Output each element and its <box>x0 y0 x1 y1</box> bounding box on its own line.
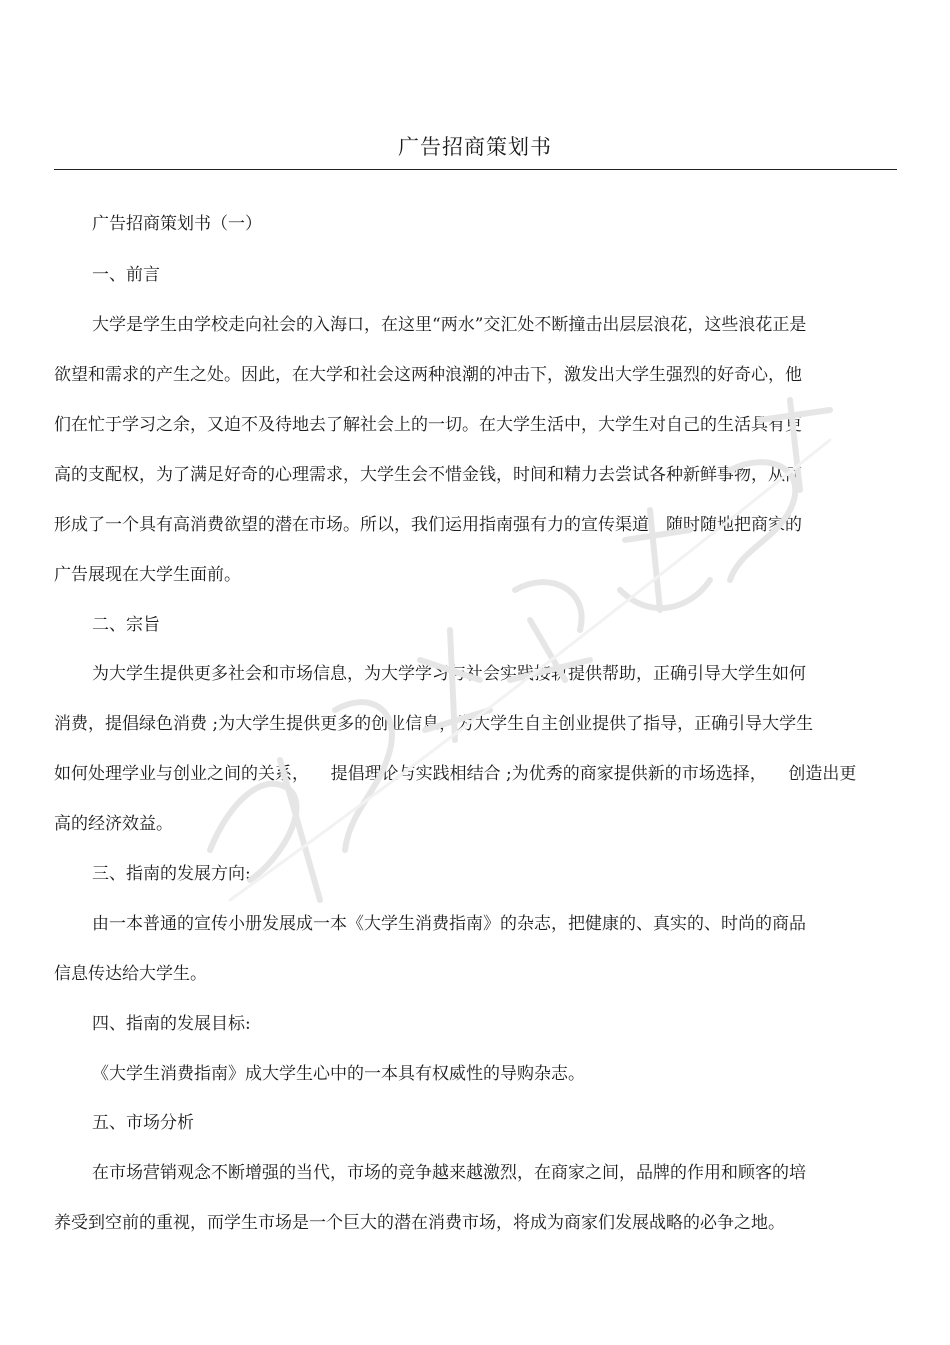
paragraph-line: 在市场营销观念不断增强的当代，市场的竞争越来越激烈，在商家之间，品牌的作用和顾客的培 <box>92 1163 806 1183</box>
paragraph-line: 如何处理学业与创业之间的关系， 提倡理论与实践相结合 ;为优秀的商家提供新的市场选择， 创造出更 <box>54 764 857 784</box>
paragraph-line: 广告展现在大学生面前。 <box>54 565 241 585</box>
paragraph-line: 养受到空前的重视，而学生市场是一个巨大的潜在消费市场，将成为商家们发展战略的必争之地。 <box>54 1213 785 1233</box>
paragraph-line: 大学是学生由学校走向社会的入海口，在这里“两水”交汇处不断撞击出层层浪花，这些浪花正是 <box>92 315 807 335</box>
section-heading: 五、市场分析 <box>92 1113 194 1133</box>
paragraph-line: 欲望和需求的产生之处。因此，在大学和社会这两种浪潮的冲击下，激发出大学生强烈的好奇心，他 <box>54 365 802 385</box>
paragraph-line: 消费，提倡绿色消费 ;为大学生提供更多的创业信息，为大学生自主创业提供了指导，正确引导大学生 <box>54 714 814 734</box>
paragraph-line: 们在忙于学习之余，又迫不及待地去了解社会上的一切。在大学生活中，大学生对自己的生活具有更 <box>54 415 802 435</box>
paragraph-line: 《大学生消费指南》成大学生心中的一本具有权威性的导购杂志。 <box>92 1064 585 1084</box>
paragraph-line: 为大学生提供更多社会和市场信息，为大学学习与社会实践接轨提供帮助，正确引导大学生如何 <box>92 664 806 684</box>
paragraph-line: 信息传达给大学生。 <box>54 964 207 984</box>
section-heading: 三、指南的发展方向: <box>92 864 251 884</box>
title-divider <box>54 169 897 170</box>
paragraph-line: 高的经济效益。 <box>54 814 173 834</box>
paragraph-line: 形成了一个具有高消费欲望的潜在市场。所以，我们运用指南强有力的宣传渠道，随时随地把商家的 <box>54 515 802 535</box>
section-heading: 四、指南的发展目标: <box>92 1014 251 1034</box>
paragraph-line: 由一本普通的宣传小册发展成一本《大学生消费指南》的杂志，把健康的、真实的、时尚的商品 <box>92 914 806 934</box>
subtitle: 广告招商策划书（一） <box>92 214 262 234</box>
section-heading: 二、宗旨 <box>92 615 160 635</box>
section-heading: 一、前言 <box>92 265 160 285</box>
document-title: 广告招商策划书 <box>398 135 552 159</box>
paragraph-line: 高的支配权，为了满足好奇的心理需求，大学生会不惜金钱，时间和精力去尝试各种新鲜事物，从而 <box>54 465 802 485</box>
